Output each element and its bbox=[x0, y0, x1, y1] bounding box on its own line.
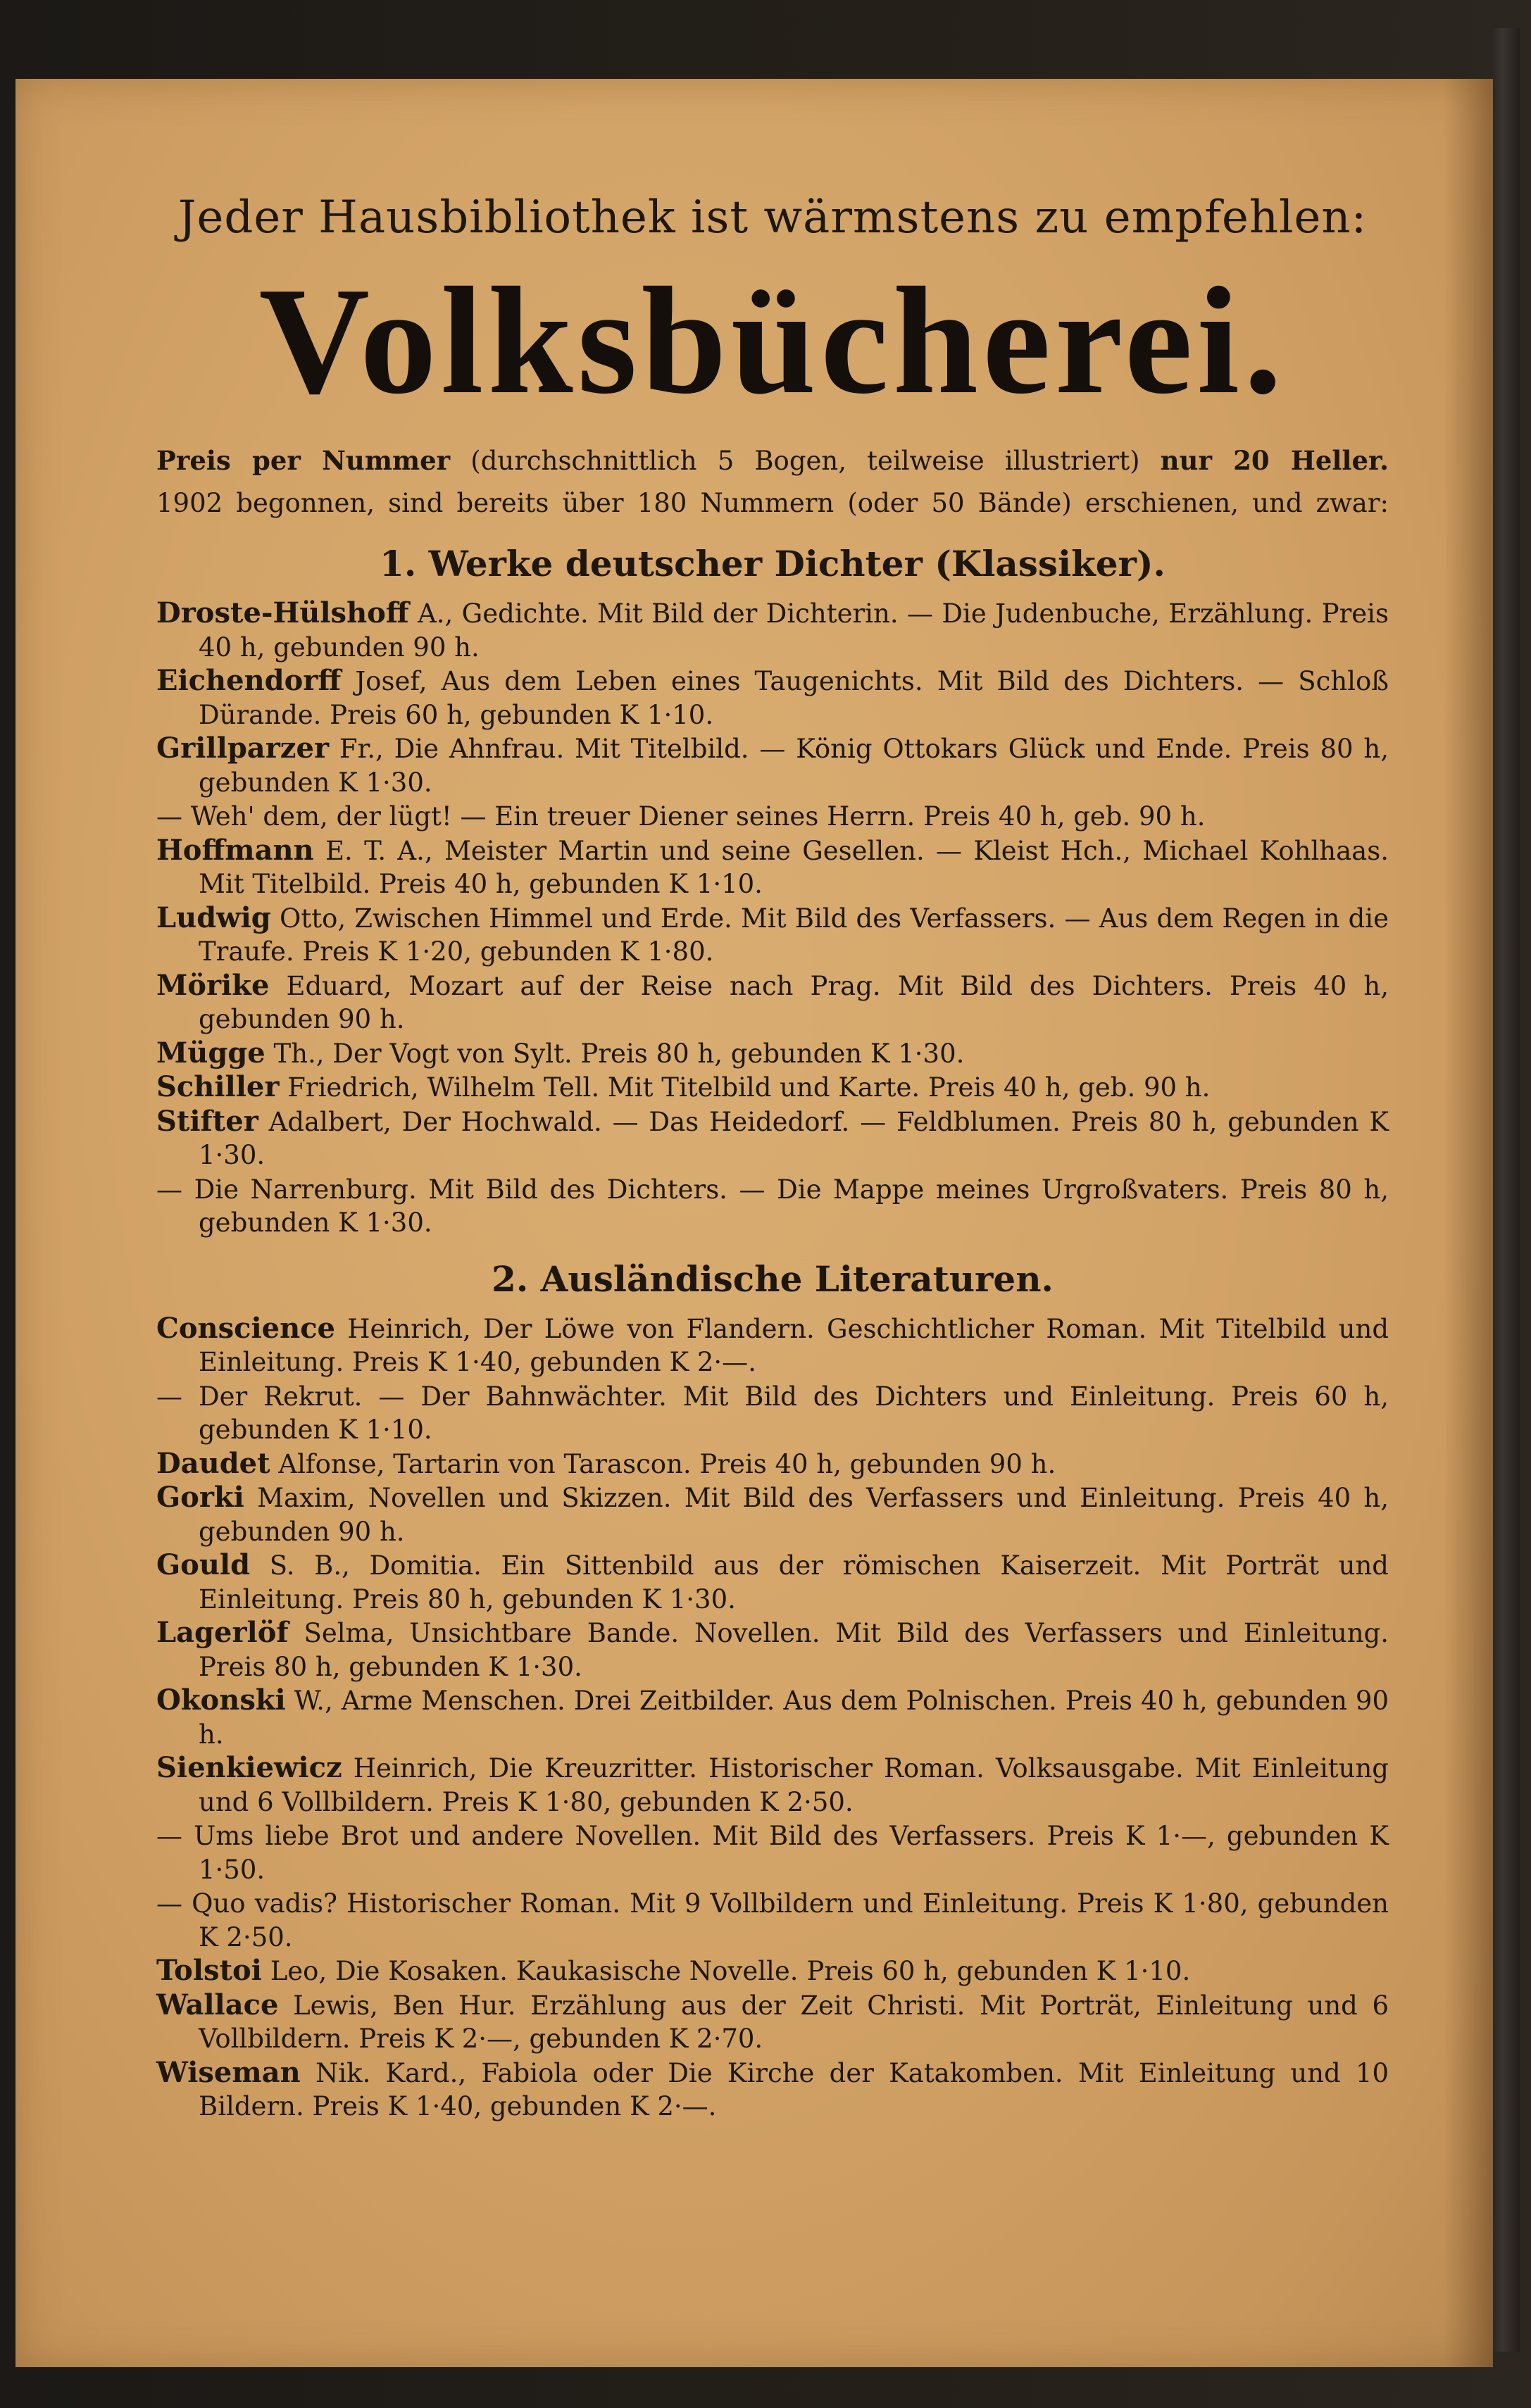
list-item bbox=[156, 1070, 1389, 1105]
price-info-line bbox=[156, 439, 1389, 482]
entry-author: Conscience bbox=[156, 1311, 336, 1345]
entry-author: Gorki bbox=[156, 1481, 244, 1514]
entry-author: Hoffmann bbox=[156, 833, 314, 867]
entry-text: Heinrich, Der Löwe von Flandern. Geschichtlicher Roman. Mit Titelbild und Einleitung. Preis K 1·40, gebunden K 2·—. bbox=[199, 1313, 1389, 1377]
entry-text: — Die Narrenburg. Mit Bild des Dichters. — Die Mappe meines Urgroßvaters. Preis 80 h, gebunden K 1·30. bbox=[156, 1174, 1389, 1238]
page-title: Volksbücherei. bbox=[258, 256, 1287, 426]
entry-text: Leo, Die Kosaken. Kaukasische Novelle. Preis 60 h, gebunden K 1·10. bbox=[270, 1956, 1191, 1986]
entry-text: Fr., Die Ahnfrau. Mit Titelbild. — König Ottokars Glück und Ende. Preis 80 h, gebunden K 1·30. bbox=[199, 734, 1389, 798]
entry-text: E. T. A., Meister Martin und seine Gesellen. — Kleist Hch., Michael Kohlhaas. Mit Titelbild. Preis 40 h, gebunden K 1·10. bbox=[199, 835, 1389, 899]
entry-author: Wiseman bbox=[156, 2055, 301, 2089]
entry-author: Eichendorff bbox=[156, 664, 342, 697]
list-item bbox=[156, 1683, 1389, 1751]
entry-text: — Weh' dem, der lügt! — Ein treuer Diener seines Herrn. Preis 40 h, geb. 90 h. bbox=[156, 801, 1206, 832]
list-item bbox=[156, 901, 1389, 969]
section-title: 2. Ausländische Literaturen. bbox=[492, 1258, 1054, 1300]
list-item bbox=[156, 2056, 1389, 2124]
entry-text: Friedrich, Wilhelm Tell. Mit Titelbild und Karte. Preis 40 h, geb. 90 h. bbox=[287, 1072, 1211, 1103]
list-item bbox=[156, 1481, 1389, 1548]
list-item bbox=[156, 596, 1389, 664]
list-item bbox=[156, 1036, 1389, 1071]
section-german-classics bbox=[156, 541, 1389, 1240]
list-item bbox=[156, 1616, 1389, 1683]
list-item bbox=[156, 1447, 1389, 1481]
entry-author: Ludwig bbox=[156, 901, 271, 934]
entry-text: — Quo vadis? Historischer Roman. Mit 9 Vollbildern und Einleitung. Preis K 1·80, gebunden K 2·50. bbox=[156, 1888, 1389, 1952]
list-item bbox=[156, 1954, 1389, 1988]
entry-author: Mügge bbox=[156, 1036, 265, 1070]
entry-author: Okonski bbox=[156, 1683, 286, 1717]
list-item bbox=[156, 1988, 1389, 2056]
page-edge-shadow bbox=[1444, 79, 1493, 2367]
entry-list bbox=[156, 1312, 1389, 2124]
entry-author: Sienkiewicz bbox=[156, 1751, 342, 1784]
list-item bbox=[156, 1105, 1389, 1172]
section-title: 1. Werke deutscher Dichter (Klassiker). bbox=[380, 543, 1166, 584]
section-foreign-literature bbox=[156, 1257, 1389, 2124]
entry-author: Daudet bbox=[156, 1446, 270, 1480]
entry-author: Tolstoi bbox=[156, 1954, 262, 1987]
entry-text: — Ums liebe Brot und andere Novellen. Mit Bild des Verfassers. Preis K 1·—, gebunden K 1·50. bbox=[156, 1821, 1389, 1885]
book-page bbox=[15, 79, 1493, 2367]
entry-text: Th., Der Vogt von Sylt. Preis 80 h, gebunden K 1·30. bbox=[273, 1038, 965, 1069]
list-item bbox=[156, 1172, 1389, 1240]
entry-text: Eduard, Mozart auf der Reise nach Prag. Mit Bild des Dichters. Preis 40 h, gebunden 90 h. bbox=[199, 970, 1389, 1034]
entry-text: Otto, Zwischen Himmel und Erde. Mit Bild des Verfassers. — Aus dem Regen in die Traufe. Preis K 1·20, gebunden K 1·80. bbox=[199, 903, 1389, 967]
entry-text: Nik. Kard., Fabiola oder Die Kirche der Katakomben. Mit Einleitung und 10 Bildern. Preis K 1·40, gebunden K 2·—. bbox=[199, 2057, 1389, 2121]
price-label: Preis per Nummer bbox=[156, 445, 451, 476]
entry-author: Mörike bbox=[156, 968, 270, 1002]
list-item bbox=[156, 969, 1389, 1036]
entry-author: Grillparzer bbox=[156, 732, 330, 765]
entry-author: Schiller bbox=[156, 1070, 280, 1103]
entry-author: Stifter bbox=[156, 1104, 258, 1138]
entry-author: Gould bbox=[156, 1548, 251, 1581]
entry-text: Selma, Unsichtbare Bande. Novellen. Mit Bild des Verfassers und Einleitung. Preis 80 h, gebunden K 1·30. bbox=[199, 1618, 1389, 1682]
pre-heading: Jeder Hausbibliothek ist wärmstens zu empfehlen: bbox=[177, 192, 1368, 244]
price-value: nur 20 Heller. bbox=[1160, 445, 1389, 476]
entry-text: W., Arme Menschen. Drei Zeitbilder. Aus dem Polnischen. Preis 40 h, gebunden 90 h. bbox=[199, 1686, 1389, 1750]
list-item bbox=[156, 1548, 1389, 1616]
entry-text: Maxim, Novellen und Skizzen. Mit Bild des Verfassers und Einleitung. Preis 40 h, gebunden 90 h. bbox=[199, 1483, 1389, 1547]
entry-text: Josef, Aus dem Leben eines Taugenichts. Mit Bild des Dichters. — Schloß Dürande. Preis 60 h, gebunden K 1·10. bbox=[199, 666, 1389, 730]
entry-text: Heinrich, Die Kreuzritter. Historischer Roman. Volksausgabe. Mit Einleitung und 6 Vollbildern. Preis K 1·80, gebunden K 2·50. bbox=[199, 1753, 1389, 1817]
book-spine-edge bbox=[1492, 28, 1520, 2352]
entry-author: Wallace bbox=[156, 1988, 279, 2021]
entry-author: Lagerlöf bbox=[156, 1616, 289, 1649]
page-content bbox=[156, 192, 1389, 2124]
list-item bbox=[156, 834, 1389, 901]
list-item bbox=[156, 799, 1389, 834]
entry-text: — Der Rekrut. — Der Bahnwächter. Mit Bild des Dichters und Einleitung. Preis 60 h, gebunden K 1·10. bbox=[156, 1381, 1389, 1445]
entry-text: A., Gedichte. Mit Bild der Dichterin. — Die Judenbuche, Erzählung. Preis 40 h, gebunden 90 h. bbox=[199, 598, 1389, 663]
entry-text: Alfonse, Tartarin von Tarascon. Preis 40 h, gebunden 90 h. bbox=[278, 1448, 1056, 1479]
entry-text: Adalbert, Der Hochwald. — Das Heidedorf. — Feldblumen. Preis 80 h, gebunden K 1·30. bbox=[199, 1106, 1389, 1170]
list-item bbox=[156, 1312, 1389, 1379]
entry-list bbox=[156, 596, 1389, 1240]
entry-author: Droste-Hülshoff bbox=[156, 596, 409, 629]
publication-info-line: 1902 begonnen, sind bereits über 180 Nummern (oder 50 Bände) erschienen, und zwar: bbox=[156, 488, 1389, 518]
list-item bbox=[156, 1379, 1389, 1447]
list-item bbox=[156, 1819, 1389, 1886]
price-description: (durchschnittlich 5 Bogen, teilweise illustriert) bbox=[470, 446, 1140, 476]
entry-text: Lewis, Ben Hur. Erzählung aus der Zeit Christi. Mit Porträt, Einleitung und 6 Vollbildern. Preis K 2·—, gebunden K 2·70. bbox=[199, 1990, 1389, 2054]
list-item bbox=[156, 1886, 1389, 1954]
list-item bbox=[156, 732, 1389, 799]
list-item bbox=[156, 664, 1389, 732]
entry-text: S. B., Domitia. Ein Sittenbild aus der römischen Kaiserzeit. Mit Porträt und Einleitung. Preis 80 h, gebunden K 1·30. bbox=[199, 1550, 1389, 1614]
list-item bbox=[156, 1751, 1389, 1819]
